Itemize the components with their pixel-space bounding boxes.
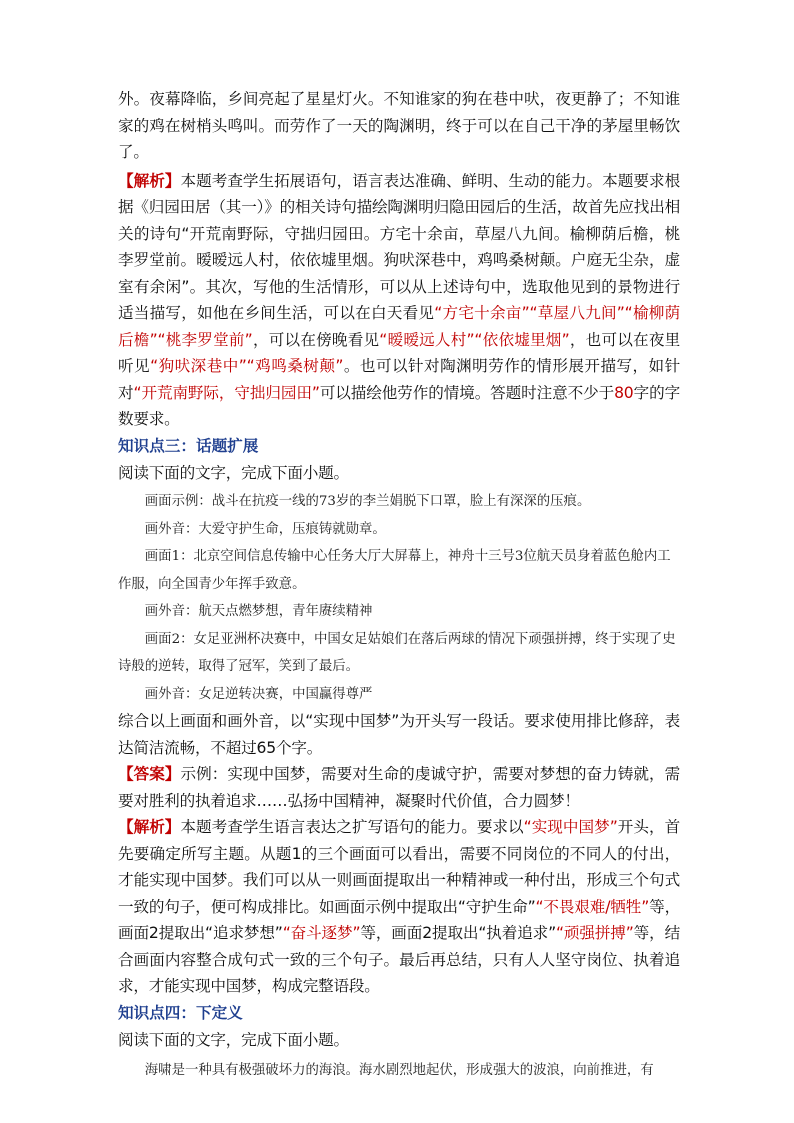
section3-task: 综合以上画面和画外音，以“实现中国梦”为开头写一段话。要求使用排比修辞，表达简洁流畅，不超过65个字。	[118, 712, 680, 757]
highlighted-quote: “方宅十余亩”“草屋八九间”“榆柳荫后檐”“桃李罗堂前”	[118, 304, 680, 349]
answer-text: 示例：实现中国梦，需要对生命的虔诚守护，需要对梦想的奋力铸就，需要对胜利的执着追求……弘扬中国精神，凝聚时代价值，合力圆梦！	[118, 765, 680, 810]
analysis-text: 开头，首先要确定所写主题。从题1的三个画面可以看出，需要不同岗位的不同人的付出，才能实现中国梦。我们可以从一则画面提取出一种精神或一种付出，形成三个句式一致的句子，便可构成排比。如画面示例中提取出“守护生命”	[118, 818, 680, 916]
analysis-paragraph-1	[118, 168, 680, 433]
analysis-tag: 【解析】	[118, 171, 181, 190]
analysis-text: 本题考查学生语言表达之扩写语句的能力。要求以	[180, 818, 524, 836]
quote-line: 画面1：北京空间信息传输中心任务大厅大屏幕上，神舟十三号3位航天员身着蓝色舱内工作服，向全国青少年挥手致意。	[118, 549, 671, 592]
section3-quote-block	[118, 488, 680, 708]
highlighted-quote: “开荒南野际，守拙归园田”	[133, 383, 320, 402]
highlighted-quote: “顽强拼搏”	[555, 924, 634, 942]
section4-instruction: 阅读下面的文字，完成下面小题。	[118, 1030, 349, 1049]
top-paragraph: 外。夜幕降临，乡间亮起了星星灯火。不知谁家的狗在巷中吠，夜更静了；不知谁家的鸡在树梢头鸣叫。而劳作了一天的陶渊明，终于可以在自己干净的茅屋里畅饮了。	[118, 90, 680, 161]
analysis-text: 字的字数要求。	[118, 383, 680, 428]
analysis-text: 本题考查学生拓展语句，语言表达准确、鲜明、生动的能力。本题要求根据《归园田居（其一）》的相关诗句描绘陶渊明归隐田园后的生活，故首先应找出相关的诗句“开荒南野际，守拙归园田。方宅十余亩，草屋八九间。榆柳荫后檐，桃李罗堂前。暧暧远人村，依依墟里烟。狗吠深巷中，鸡鸣桑树颠。户庭无尘杂，虚室有余闲”。其次，写他的生活情形，可以从上述诗句中，选取他见到的景物进行适当描写，如他在乡间生活，可以在白天看见	[118, 171, 680, 322]
analysis-body	[118, 818, 680, 995]
section-heading-4: 知识点四：下定义	[118, 1003, 243, 1022]
highlighted-quote: “狗吠深巷中”“鸡鸣桑树颠”	[150, 357, 344, 375]
quote-line: 画外音：女足逆转决赛，中国赢得尊严	[144, 686, 373, 702]
analysis-paragraph-2	[118, 814, 680, 1000]
section-heading-3: 知识点三：话题扩展	[118, 436, 259, 455]
document-page	[118, 86, 680, 1085]
highlighted-quote: “奋斗逐梦”	[282, 924, 361, 942]
highlighted-quote: “暧暧远人村”“依依墟里烟”	[379, 330, 570, 349]
section3-instruction: 阅读下面的文字，完成下面小题。	[118, 463, 349, 482]
highlighted-quote: “实现中国梦”	[523, 818, 618, 836]
analysis-text: ，可以在傍晚看见	[252, 330, 380, 349]
highlighted-quote: “不畏艰难/牺牲”	[535, 897, 650, 916]
analysis-body	[118, 172, 680, 429]
analysis-text: 。也可以针对陶渊明劳作的情形展开描写，如针对	[118, 357, 680, 402]
quote-line: 画面示例：战斗在抗疫一线的73岁的李兰娟脱下口罩，脸上有深深的压痕。	[144, 494, 591, 509]
analysis-text: 等，画面2提取出“执着追求”	[360, 924, 556, 942]
quote-line: 海啸是一种具有极强破坏力的海浪。海水剧烈地起伏，形成强大的波浪，向前推进，有	[144, 1063, 654, 1078]
analysis-text: ，也可以在夜里听见	[118, 330, 681, 375]
answer-tag: 【答案】	[118, 765, 181, 783]
analysis-tag: 【解析】	[118, 818, 181, 836]
highlighted-quote: 80	[614, 383, 634, 402]
analysis-text: 等，结合画面内容整合成句式一致的三个句子。最后再总结，只有人人坚守岗位、执着追求，才能实现中国梦，构成完整语段。	[118, 924, 680, 995]
analysis-text: 可以描绘他劳作的情境。答题时注意不少于	[319, 383, 615, 402]
quote-line: 画外音：大爱守护生命，压痕铸就勋章。	[144, 521, 386, 537]
quote-line: 画外音：航天点燃梦想，青年赓续精神	[144, 604, 373, 619]
answer-paragraph	[118, 761, 680, 814]
quote-line: 画面2：女足亚洲杯决赛中，中国女足姑娘们在落后两球的情况下顽强拼搏，终于实现了史诗般的逆转，取得了冠军，笑到了最后。	[118, 631, 676, 674]
analysis-text: 等，画面2提取出“追求梦想”	[118, 897, 680, 942]
